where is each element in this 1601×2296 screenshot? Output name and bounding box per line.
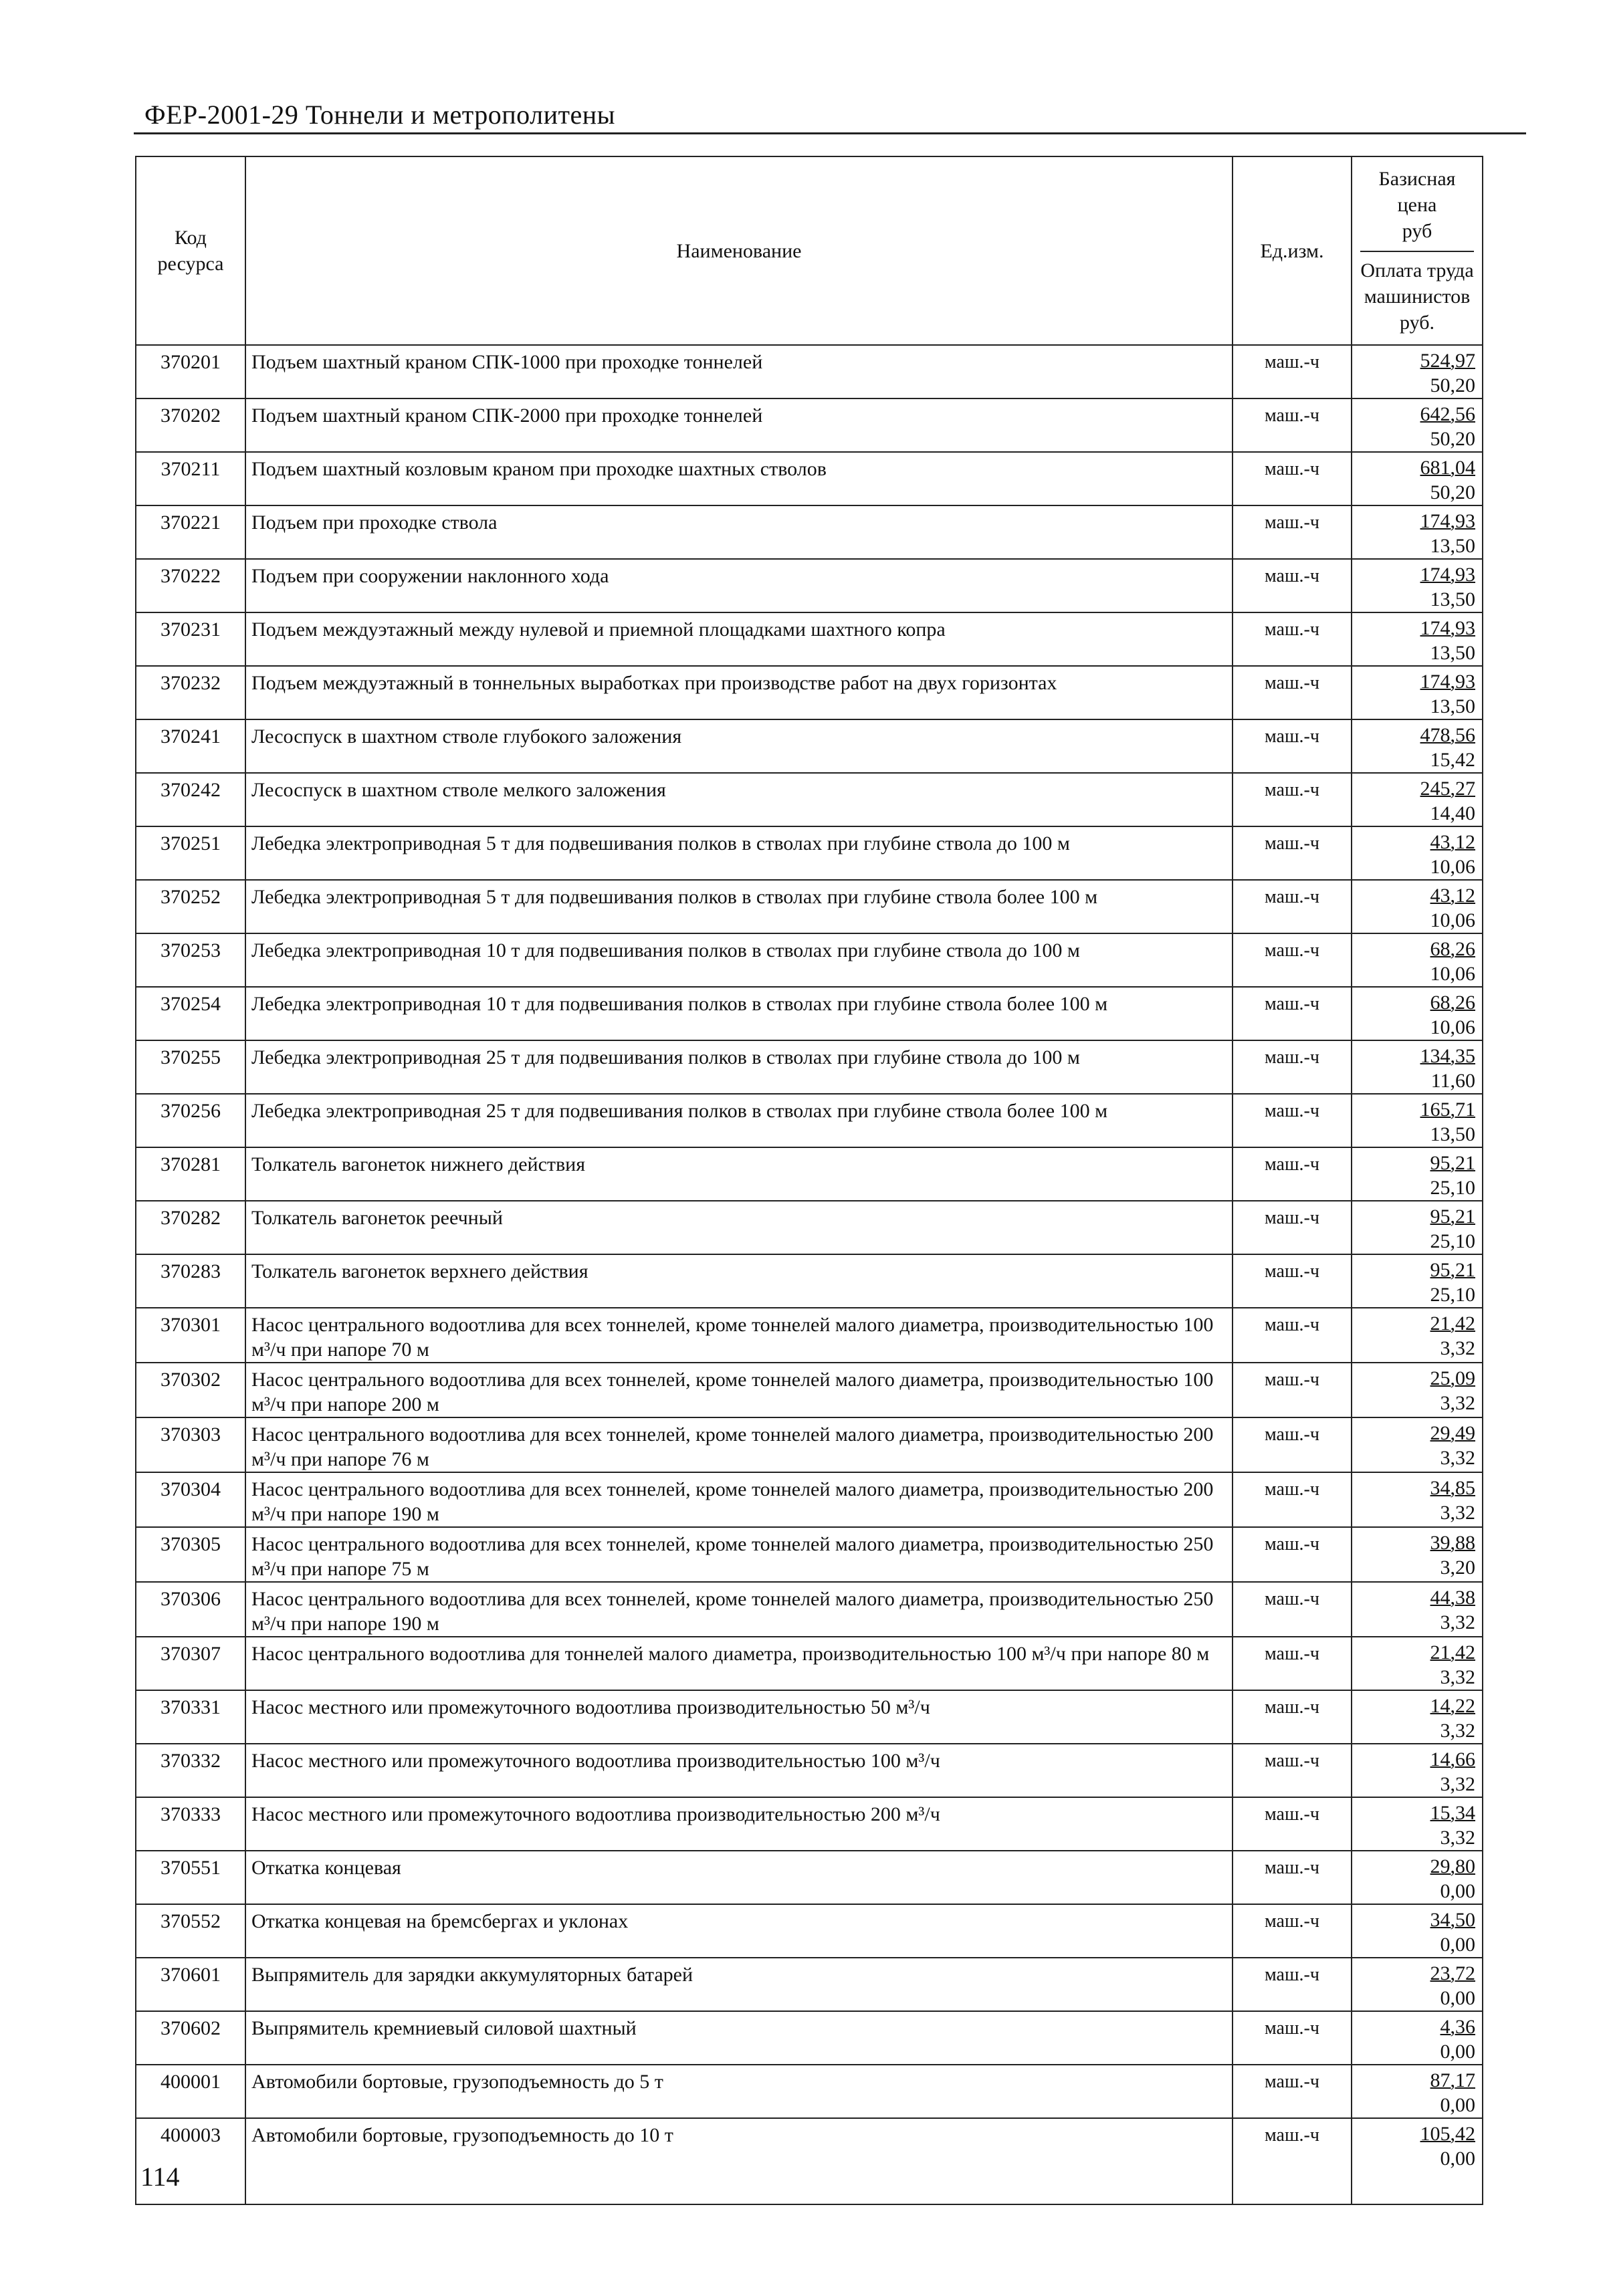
price-cell xyxy=(1352,826,1483,880)
resource-name-cell: Подъем междуэтажный между нулевой и приемной площадками шахтного копра xyxy=(245,612,1233,666)
operator-wage-value: 0,00 xyxy=(1440,1880,1475,1902)
resource-code-cell: 370252 xyxy=(136,880,245,933)
table-row xyxy=(136,1417,1483,1472)
price-cell xyxy=(1352,1744,1483,1797)
operator-wage-value: 10,06 xyxy=(1430,963,1475,985)
operator-wage-value: 0,00 xyxy=(1440,1987,1475,2009)
resource-code-cell: 370602 xyxy=(136,2011,245,2065)
base-price-value: 21,42 xyxy=(1430,1312,1475,1335)
base-price-value: 524,97 xyxy=(1420,350,1475,372)
operator-wage-value: 11,60 xyxy=(1430,1070,1475,1092)
unit-cell: маш.-ч xyxy=(1233,398,1352,452)
resource-name-cell: Насос местного или промежуточного водоотлива производительностью 50 м³/ч xyxy=(245,1690,1233,1744)
resource-code-cell: 370304 xyxy=(136,1472,245,1527)
unit-cell: маш.-ч xyxy=(1233,2118,1352,2204)
price-cell xyxy=(1352,987,1483,1040)
resource-code-cell: 370242 xyxy=(136,773,245,826)
operator-wage-value: 10,06 xyxy=(1430,909,1475,931)
resource-name-cell: Лесоспуск в шахтном стволе мелкого заложения xyxy=(245,773,1233,826)
unit-cell: маш.-ч xyxy=(1233,987,1352,1040)
price-cell xyxy=(1352,1637,1483,1690)
base-price-value: 174,93 xyxy=(1420,671,1475,693)
resource-code-cell: 370201 xyxy=(136,345,245,398)
table-row xyxy=(136,452,1483,505)
resource-name-cell: Лесоспуск в шахтном стволе глубокого заложения xyxy=(245,719,1233,773)
resource-name-cell: Насос центрального водоотлива для всех тоннелей, кроме тоннелей малого диаметра, производительностью 100 м³/ч при напоре 200 м xyxy=(245,1363,1233,1417)
resource-code-cell: 370331 xyxy=(136,1690,245,1744)
table-row xyxy=(136,612,1483,666)
operator-wage-value: 50,20 xyxy=(1430,428,1475,450)
table-row xyxy=(136,1527,1483,1582)
price-cell xyxy=(1352,1958,1483,2011)
resource-name-cell: Насос центрального водоотлива для всех тоннелей, кроме тоннелей малого диаметра, производительностью 200 м³/ч при напоре 190 м xyxy=(245,1472,1233,1527)
resource-name-cell: Толкатель вагонеток реечный xyxy=(245,1201,1233,1254)
base-price-value: 174,93 xyxy=(1420,564,1475,586)
unit-cell: маш.-ч xyxy=(1233,1582,1352,1637)
resource-code-cell: 370211 xyxy=(136,452,245,505)
resource-name-cell: Насос центрального водоотлива для тоннелей малого диаметра, производительностью 100 м³/ч при напоре 80 м xyxy=(245,1637,1233,1690)
table-row xyxy=(136,826,1483,880)
resource-name-cell: Лебедка электроприводная 25 т для подвешивания полков в стволах при глубине ствола более 100 м xyxy=(245,1094,1233,1147)
resource-name-cell: Насос центрального водоотлива для всех тоннелей, кроме тоннелей малого диаметра, производительностью 100 м³/ч при напоре 70 м xyxy=(245,1308,1233,1363)
unit-cell: маш.-ч xyxy=(1233,933,1352,987)
table-row xyxy=(136,1958,1483,2011)
table-row xyxy=(136,719,1483,773)
table-row xyxy=(136,1797,1483,1851)
table-row xyxy=(136,2011,1483,2065)
resource-code-cell: 370306 xyxy=(136,1582,245,1637)
header-rule xyxy=(134,132,1526,134)
table-row xyxy=(136,880,1483,933)
resource-name-cell: Подъем при проходке ствола xyxy=(245,505,1233,559)
resource-code-cell: 370282 xyxy=(136,1201,245,1254)
operator-wage-value: 25,10 xyxy=(1430,1284,1475,1306)
price-cell xyxy=(1352,1040,1483,1094)
resource-code-cell: 370303 xyxy=(136,1417,245,1472)
base-price-value: 14,22 xyxy=(1430,1695,1475,1717)
resource-name-cell: Насос центрального водоотлива для всех тоннелей, кроме тоннелей малого диаметра, производительностью 250 м³/ч при напоре 190 м xyxy=(245,1582,1233,1637)
price-cell xyxy=(1352,1254,1483,1308)
page-number: 114 xyxy=(140,2162,180,2192)
resource-name-cell: Откатка концевая на бремсбергах и уклонах xyxy=(245,1904,1233,1958)
operator-wage-value: 13,50 xyxy=(1430,695,1475,717)
base-price-value: 29,80 xyxy=(1430,1855,1475,1877)
table-row xyxy=(136,2118,1483,2204)
operator-wage-value: 3,32 xyxy=(1440,1447,1475,1469)
price-cell xyxy=(1352,1797,1483,1851)
price-cell xyxy=(1352,880,1483,933)
resource-code-cell: 400001 xyxy=(136,2065,245,2118)
unit-cell: маш.-ч xyxy=(1233,1417,1352,1472)
resource-code-cell: 370302 xyxy=(136,1363,245,1417)
base-price-value: 15,34 xyxy=(1430,1802,1475,1824)
price-cell xyxy=(1352,666,1483,719)
operator-wage-value: 3,32 xyxy=(1440,1611,1475,1633)
operator-wage-value: 3,32 xyxy=(1440,1773,1475,1795)
unit-cell: маш.-ч xyxy=(1233,1147,1352,1201)
table-row xyxy=(136,398,1483,452)
resource-name-cell: Лебедка электроприводная 10 т для подвешивания полков в стволах при глубине ствола до 100 м xyxy=(245,933,1233,987)
page-header-title: ФЕР-2001-29 Тоннели и метрополитены xyxy=(144,100,615,130)
price-cell xyxy=(1352,505,1483,559)
table-row xyxy=(136,1147,1483,1201)
resource-name-cell: Выпрямитель кремниевый силовой шахтный xyxy=(245,2011,1233,2065)
resource-code-cell: 370254 xyxy=(136,987,245,1040)
column-header-code xyxy=(136,156,245,345)
resource-name-cell: Насос центрального водоотлива для всех тоннелей, кроме тоннелей малого диаметра, производительностью 200 м³/ч при напоре 76 м xyxy=(245,1417,1233,1472)
resource-name-cell: Подъем шахтный краном СПК-2000 при проходке тоннелей xyxy=(245,398,1233,452)
base-price-value: 642,56 xyxy=(1420,403,1475,425)
resource-code-cell: 370552 xyxy=(136,1904,245,1958)
operator-wage-value: 25,10 xyxy=(1430,1177,1475,1199)
price-cell xyxy=(1352,1147,1483,1201)
resource-name-cell: Подъем при сооружении наклонного хода xyxy=(245,559,1233,612)
base-price-value: 39,88 xyxy=(1430,1532,1475,1554)
operator-wage-value: 10,06 xyxy=(1430,856,1475,878)
resource-name-cell: Подъем шахтный козловым краном при проходке шахтных стволов xyxy=(245,452,1233,505)
table-row xyxy=(136,1582,1483,1637)
price-cell xyxy=(1352,1201,1483,1254)
base-price-value: 68,26 xyxy=(1430,938,1475,960)
operator-wage-value: 3,20 xyxy=(1440,1557,1475,1579)
unit-cell: маш.-ч xyxy=(1233,1797,1352,1851)
operator-wage-value: 13,50 xyxy=(1430,535,1475,557)
operator-wage-value: 50,20 xyxy=(1430,374,1475,396)
resource-code-cell: 370231 xyxy=(136,612,245,666)
table-row xyxy=(136,1744,1483,1797)
resource-code-cell: 370332 xyxy=(136,1744,245,1797)
resource-code-cell: 370202 xyxy=(136,398,245,452)
column-header-code-text: Код ресурса xyxy=(157,227,224,275)
operator-wage-value: 15,42 xyxy=(1430,749,1475,771)
table-row xyxy=(136,505,1483,559)
unit-cell: маш.-ч xyxy=(1233,773,1352,826)
resource-code-cell: 400003 xyxy=(136,2118,245,2204)
unit-cell: маш.-ч xyxy=(1233,666,1352,719)
column-header-operator-wage: Оплата труда машинистов руб. xyxy=(1360,259,1474,334)
operator-wage-value: 0,00 xyxy=(1440,2094,1475,2116)
operator-wage-value: 13,50 xyxy=(1430,588,1475,610)
operator-wage-value: 25,10 xyxy=(1430,1230,1475,1252)
operator-wage-value: 3,32 xyxy=(1440,1827,1475,1849)
resource-code-cell: 370255 xyxy=(136,1040,245,1094)
table-header-row xyxy=(136,156,1483,345)
base-price-value: 174,93 xyxy=(1420,510,1475,532)
base-price-value: 14,66 xyxy=(1430,1748,1475,1770)
table-row xyxy=(136,1201,1483,1254)
operator-wage-value: 0,00 xyxy=(1440,1934,1475,1956)
unit-cell: маш.-ч xyxy=(1233,452,1352,505)
price-cell xyxy=(1352,1363,1483,1417)
operator-wage-value: 13,50 xyxy=(1430,642,1475,664)
resource-code-cell: 370283 xyxy=(136,1254,245,1308)
column-header-name-text: Наименование xyxy=(676,239,802,262)
resource-code-cell: 370222 xyxy=(136,559,245,612)
base-price-value: 245,27 xyxy=(1420,778,1475,800)
operator-wage-value: 50,20 xyxy=(1430,481,1475,503)
table-body xyxy=(136,345,1483,2204)
price-cell xyxy=(1352,1308,1483,1363)
resource-name-cell: Лебедка электроприводная 5 т для подвешивания полков в стволах при глубине ствола более 100 м xyxy=(245,880,1233,933)
base-price-value: 34,50 xyxy=(1430,1909,1475,1931)
base-price-value: 43,12 xyxy=(1430,831,1475,853)
base-price-value: 478,56 xyxy=(1420,724,1475,746)
resource-price-table xyxy=(135,156,1483,2205)
table-row xyxy=(136,1363,1483,1417)
resource-code-cell: 370281 xyxy=(136,1147,245,1201)
base-price-value: 681,04 xyxy=(1420,457,1475,479)
resource-code-cell: 370232 xyxy=(136,666,245,719)
unit-cell: маш.-ч xyxy=(1233,1254,1352,1308)
price-cell xyxy=(1352,2011,1483,2065)
resource-code-cell: 370253 xyxy=(136,933,245,987)
unit-cell: маш.-ч xyxy=(1233,2065,1352,2118)
price-cell xyxy=(1352,559,1483,612)
base-price-value: 29,49 xyxy=(1430,1422,1475,1444)
table-row xyxy=(136,987,1483,1040)
unit-cell: маш.-ч xyxy=(1233,1363,1352,1417)
resource-code-cell: 370251 xyxy=(136,826,245,880)
unit-cell: маш.-ч xyxy=(1233,559,1352,612)
operator-wage-value: 3,32 xyxy=(1440,1337,1475,1359)
base-price-value: 165,71 xyxy=(1420,1099,1475,1121)
table-row xyxy=(136,345,1483,398)
unit-cell: маш.-ч xyxy=(1233,1690,1352,1744)
operator-wage-value: 3,32 xyxy=(1440,1666,1475,1688)
base-price-value: 25,09 xyxy=(1430,1367,1475,1389)
resource-name-cell: Выпрямитель для зарядки аккумуляторных батарей xyxy=(245,1958,1233,2011)
unit-cell: маш.-ч xyxy=(1233,1851,1352,1904)
column-header-unit-text: Ед.изм. xyxy=(1260,239,1324,262)
unit-cell: маш.-ч xyxy=(1233,1308,1352,1363)
resource-name-cell: Автомобили бортовые, грузоподъемность до 5 т xyxy=(245,2065,1233,2118)
table-row xyxy=(136,1040,1483,1094)
unit-cell: маш.-ч xyxy=(1233,1637,1352,1690)
unit-cell: маш.-ч xyxy=(1233,826,1352,880)
base-price-value: 4,36 xyxy=(1440,2016,1475,2038)
price-cell xyxy=(1352,1582,1483,1637)
price-cell xyxy=(1352,452,1483,505)
table-row xyxy=(136,2065,1483,2118)
operator-wage-value: 3,32 xyxy=(1440,1720,1475,1742)
unit-cell: маш.-ч xyxy=(1233,1472,1352,1527)
table-row xyxy=(136,1308,1483,1363)
base-price-value: 174,93 xyxy=(1420,617,1475,639)
base-price-value: 87,17 xyxy=(1430,2069,1475,2091)
unit-cell: маш.-ч xyxy=(1233,1040,1352,1094)
operator-wage-value: 3,32 xyxy=(1440,1502,1475,1524)
operator-wage-value: 10,06 xyxy=(1430,1016,1475,1038)
price-cell xyxy=(1352,2065,1483,2118)
unit-cell: маш.-ч xyxy=(1233,1904,1352,1958)
unit-cell: маш.-ч xyxy=(1233,345,1352,398)
column-header-unit xyxy=(1233,156,1352,345)
resource-name-cell: Автомобили бортовые, грузоподъемность до 10 т xyxy=(245,2118,1233,2204)
resource-code-cell: 370601 xyxy=(136,1958,245,2011)
unit-cell: маш.-ч xyxy=(1233,612,1352,666)
base-price-value: 44,38 xyxy=(1430,1587,1475,1609)
operator-wage-value: 13,50 xyxy=(1430,1123,1475,1145)
operator-wage-value: 0,00 xyxy=(1440,2041,1475,2063)
price-cell xyxy=(1352,1904,1483,1958)
unit-cell: маш.-ч xyxy=(1233,1201,1352,1254)
price-cell xyxy=(1352,345,1483,398)
table-row xyxy=(136,933,1483,987)
table-row xyxy=(136,1637,1483,1690)
table-row xyxy=(136,559,1483,612)
resource-name-cell: Подъем шахтный краном СПК-1000 при проходке тоннелей xyxy=(245,345,1233,398)
resource-name-cell: Подъем междуэтажный в тоннельных выработках при производстве работ на двух горизонтах xyxy=(245,666,1233,719)
table-row xyxy=(136,1851,1483,1904)
price-cell xyxy=(1352,2118,1483,2204)
price-cell xyxy=(1352,612,1483,666)
table-row xyxy=(136,1904,1483,1958)
base-price-value: 95,21 xyxy=(1430,1206,1475,1228)
price-cell xyxy=(1352,1417,1483,1472)
table-row xyxy=(136,1690,1483,1744)
price-cell xyxy=(1352,933,1483,987)
price-cell xyxy=(1352,1527,1483,1582)
unit-cell: маш.-ч xyxy=(1233,1527,1352,1582)
price-cell xyxy=(1352,1851,1483,1904)
resource-code-cell: 370307 xyxy=(136,1637,245,1690)
resource-code-cell: 370301 xyxy=(136,1308,245,1363)
base-price-value: 21,42 xyxy=(1430,1641,1475,1663)
base-price-value: 105,42 xyxy=(1420,2123,1475,2145)
price-cell xyxy=(1352,773,1483,826)
base-price-value: 68,26 xyxy=(1430,992,1475,1014)
resource-name-cell: Толкатель вагонеток верхнего действия xyxy=(245,1254,1233,1308)
resource-price-table-container xyxy=(135,156,1482,2205)
resource-code-cell: 370221 xyxy=(136,505,245,559)
operator-wage-value: 0,00 xyxy=(1440,2148,1475,2170)
column-header-name xyxy=(245,156,1233,345)
resource-name-cell: Лебедка электроприводная 25 т для подвешивания полков в стволах при глубине ствола до 100 м xyxy=(245,1040,1233,1094)
base-price-value: 43,12 xyxy=(1430,885,1475,907)
price-cell xyxy=(1352,719,1483,773)
resource-name-cell: Лебедка электроприводная 10 т для подвешивания полков в стволах при глубине ствола более 100 м xyxy=(245,987,1233,1040)
resource-name-cell: Лебедка электроприводная 5 т для подвешивания полков в стволах при глубине ствола до 100 м xyxy=(245,826,1233,880)
table-row xyxy=(136,666,1483,719)
table-row xyxy=(136,1472,1483,1527)
resource-name-cell: Насос центрального водоотлива для всех тоннелей, кроме тоннелей малого диаметра, производительностью 250 м³/ч при напоре 75 м xyxy=(245,1527,1233,1582)
unit-cell: маш.-ч xyxy=(1233,1744,1352,1797)
unit-cell: маш.-ч xyxy=(1233,880,1352,933)
column-header-price xyxy=(1352,156,1483,345)
column-header-base-price: Базисная цена руб xyxy=(1378,168,1456,242)
unit-cell: маш.-ч xyxy=(1233,2011,1352,2065)
base-price-value: 95,21 xyxy=(1430,1259,1475,1281)
unit-cell: маш.-ч xyxy=(1233,1958,1352,2011)
resource-code-cell: 370241 xyxy=(136,719,245,773)
table-row xyxy=(136,773,1483,826)
price-cell xyxy=(1352,1094,1483,1147)
resource-name-cell: Насос местного или промежуточного водоотлива производительностью 100 м³/ч xyxy=(245,1744,1233,1797)
table-row xyxy=(136,1254,1483,1308)
price-cell xyxy=(1352,1690,1483,1744)
price-cell xyxy=(1352,398,1483,452)
base-price-value: 34,85 xyxy=(1430,1477,1475,1499)
unit-cell: маш.-ч xyxy=(1233,719,1352,773)
base-price-value: 95,21 xyxy=(1430,1152,1475,1174)
resource-name-cell: Толкатель вагонеток нижнего действия xyxy=(245,1147,1233,1201)
base-price-value: 23,72 xyxy=(1430,1962,1475,1984)
resource-name-cell: Насос местного или промежуточного водоотлива производительностью 200 м³/ч xyxy=(245,1797,1233,1851)
operator-wage-value: 3,32 xyxy=(1440,1392,1475,1414)
price-cell xyxy=(1352,1472,1483,1527)
resource-code-cell: 370256 xyxy=(136,1094,245,1147)
unit-cell: маш.-ч xyxy=(1233,505,1352,559)
unit-cell: маш.-ч xyxy=(1233,1094,1352,1147)
resource-code-cell: 370305 xyxy=(136,1527,245,1582)
table-row xyxy=(136,1094,1483,1147)
resource-name-cell: Откатка концевая xyxy=(245,1851,1233,1904)
base-price-value: 134,35 xyxy=(1420,1045,1475,1067)
resource-code-cell: 370551 xyxy=(136,1851,245,1904)
resource-code-cell: 370333 xyxy=(136,1797,245,1851)
operator-wage-value: 14,40 xyxy=(1430,802,1475,824)
